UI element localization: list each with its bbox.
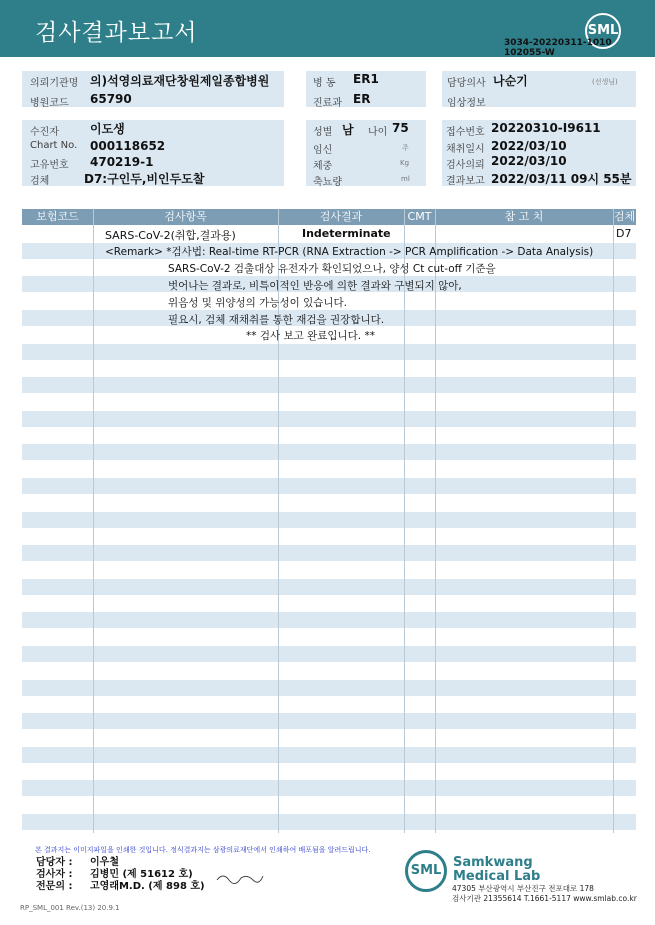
ward: ER1 — [353, 72, 379, 86]
doc-no-line2: 102055-W — [504, 48, 555, 58]
lab-name — [453, 856, 540, 884]
sex: 남 — [342, 123, 354, 137]
sml-footer-logo: SML — [405, 850, 447, 892]
dept: ER — [353, 92, 371, 106]
remark-line: 필요시, 검체 재채취를 통한 재검을 권장합니다. — [168, 314, 385, 326]
hospital-label: 의뢰기관명 — [30, 78, 79, 89]
th-specimen: 검체 — [613, 210, 636, 223]
row-test-result: Indeterminate — [302, 227, 391, 240]
receipt-label: 접수번호 — [446, 127, 485, 138]
urine-unit: ml — [401, 175, 410, 183]
collect-label: 채취일시 — [446, 144, 485, 155]
table-stripe — [22, 612, 636, 628]
lab-address — [452, 884, 637, 904]
table-stripe — [22, 512, 636, 528]
pregnancy-label: 임신 — [313, 145, 333, 156]
specimen: D7:구인두,비인두도찰 — [84, 172, 205, 186]
report-date: 2022/03/11 09시 55분 — [491, 172, 632, 186]
report-label: 결과보고 — [446, 176, 485, 187]
specialist-label: 전문의 : — [36, 881, 73, 892]
remark-line: SARS-CoV-2 검출대상 유전자가 확인되었으나, 양성 Ct cut-off 기준을 — [168, 263, 496, 275]
row-specimen: D7 — [616, 227, 632, 240]
weight-unit: Kg — [400, 159, 410, 167]
table-stripe — [22, 411, 636, 427]
table-stripe — [22, 780, 636, 796]
table-stripe — [22, 545, 636, 561]
tester-label: 검사자 : — [36, 869, 73, 880]
lab-name-line2: Medical Lab — [453, 869, 541, 884]
th-result: 검사결과 — [319, 210, 363, 223]
contact-line: 검사기관 21355614 T.1661-5117 www.smlab.co.kr — [452, 894, 637, 903]
doctor-note: (선생님) — [592, 78, 618, 86]
hospital-name: 의)석영의료재단창원제일종합병원 — [90, 74, 270, 88]
col-divider — [613, 209, 614, 833]
remark-line: 위음성 및 위양성의 가능성이 있습니다. — [168, 297, 347, 309]
table-stripe — [22, 377, 636, 393]
chart-label: Chart No. — [30, 140, 78, 151]
table-stripe — [22, 646, 636, 662]
sex-label: 성별 — [313, 127, 333, 138]
specialist-name: 고영래M.D. (제 898 호) — [90, 881, 205, 892]
table-stripe — [22, 680, 636, 696]
tester-name: 김병민 (제 51612 호) — [90, 869, 193, 880]
hospital-code: 65790 — [90, 92, 132, 106]
th-test-item: 검사항목 — [164, 210, 207, 223]
doc-no-line1: 3034-20220311-1010 — [504, 38, 612, 48]
age-label: 나이 — [368, 127, 388, 138]
th-cmt: CMT — [407, 210, 432, 223]
pregnancy-unit: 주 — [402, 144, 409, 152]
row-test-name: SARS-CoV-2(취합,결과용) — [105, 229, 236, 242]
sml-logo: SML — [585, 13, 621, 49]
patient-label: 수진자 — [30, 127, 59, 138]
weight-label: 체중 — [313, 161, 333, 172]
request-date: 2022/03/10 — [491, 154, 567, 168]
lab-name-line1: Samkwang — [453, 855, 533, 870]
clinical-info-label: 임상정보 — [447, 98, 486, 109]
remark-line: 벗어나는 결과로, 비특이적인 반응에 의한 결과와 구별되지 않아, — [168, 280, 462, 292]
table-stripe — [22, 444, 636, 460]
address-line: 47305 부산광역시 부산진구 전포대로 178 — [452, 884, 594, 893]
reporter-name: 이우철 — [90, 857, 119, 868]
table-stripe — [22, 478, 636, 494]
age: 75 — [392, 121, 409, 135]
receipt-number: 20220310-I9611 — [491, 121, 601, 135]
specimen-label: 검체 — [30, 176, 50, 187]
table-stripe — [22, 747, 636, 763]
urine-label: 축뇨량 — [313, 177, 342, 188]
collect-date: 2022/03/10 — [491, 139, 567, 153]
th-insurance-code: 보험코드 — [36, 210, 79, 223]
remark-line: ** 검사 보고 완료입니다. ** — [246, 330, 375, 342]
doctor-name: 나순기 — [493, 74, 528, 88]
doctor-label: 담당의사 — [447, 78, 486, 89]
dept-label: 진료과 — [313, 98, 342, 109]
hospital-code-label: 병원코드 — [30, 98, 69, 109]
table-stripe — [22, 579, 636, 595]
table-stripe — [22, 814, 636, 830]
patient-name: 이도생 — [90, 122, 125, 136]
revision-code: RP_SML_001 Rev.(13) 20.9.1 — [20, 904, 120, 912]
table-stripe — [22, 344, 636, 360]
id-label: 고유번호 — [30, 160, 69, 171]
id-number: 470219-1 — [90, 155, 154, 169]
th-reference: 참 고 치 — [504, 210, 544, 223]
table-stripe — [22, 713, 636, 729]
col-divider — [435, 209, 436, 833]
remark-line: <Remark> *검사법: Real-time RT-PCR (RNA Extraction -> PCR Amplification -> Data Analysis) — [105, 246, 594, 258]
document-number — [504, 38, 654, 58]
ward-label: 병 동 — [313, 78, 336, 89]
col-divider — [93, 209, 94, 833]
footer-note: 본 결과지는 이미지파일을 인쇄한 것입니다. 정식결과지는 삼광의료재단에서 인쇄하여 배포됨을 알려드립니다. — [35, 846, 371, 854]
signature-image — [215, 870, 265, 886]
chart-number: 000118652 — [90, 139, 166, 153]
request-label: 검사의뢰 — [446, 160, 485, 171]
report-title: 검사결과보고서 — [35, 20, 198, 46]
reporter-label: 담당자 : — [36, 857, 73, 868]
col-divider — [404, 209, 405, 833]
